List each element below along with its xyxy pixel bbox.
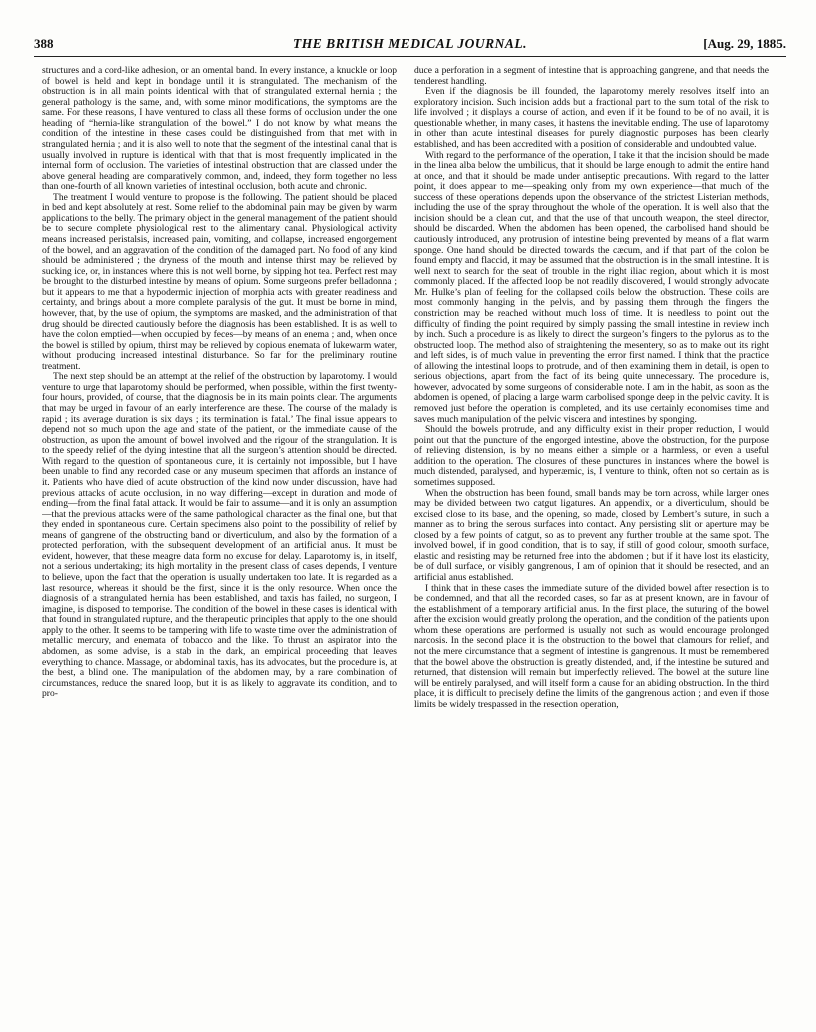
paragraph: structures and a cord-like adhesion, or an omental band. In every instance, a knuckle or loop of bowel is held and kept in bondage until it is strangulated. The mechanism of the obstruction is in all main points identical with that of strangulated external hernia ; the general pathology is the same, and, with some minor modifications, the symptoms are the same. For these reasons, I have ventured to class all these forms of occlusion under the one heading of “hernia-like strangulation of the bowel.” I do not know by what means the condition of the intestine in these cases could be distinguished from that met with in strangulated hernia ; and it is also well to note that the segment of the intestinal canal that is usually involved in rupture is identical with that that is most frequently implicated in the internal form of occlusion. The varieties of intestinal obstruction that are classed under the above general heading are comparatively common, and, indeed, they form together no less than one-fourth of all known varieties of intestinal occlusion, both acute and chronic.	[42, 66, 397, 193]
paragraph: I think that in these cases the immediate suture of the divided bowel after resection is to be condemned, and that all the recorded cases, so far as at present known, are in favour of the establishment of a temporary artificial anus. In the first place, the suturing of the bowel after the excision would greatly prolong the operation, and the condition of the patients upon whom these operations are performed is usually not such as would encourage prolonged narcosis. In the second place it is the obstruction to the bowel that clamours for relief, and not the mere circumstance that a segment of intestine is gangrenous. It must be remembered that the bowel above the obstruction is greatly distended, and, if the intestine be sutured and returned, that distension will remain but imperfectly relieved. The bowel at the suture line will be entirely paralysed, and will itself form a cause for an abiding obstruction. In the third place, it is difficult to precisely define the limits of the gangrenous action ; and even if those limits be widely trespassed in the resection operation,	[414, 582, 769, 710]
paragraph: Even if the diagnosis be ill founded, the laparotomy merely resolves itself into an exploratory incision. Such incision adds but a fractional part to the sum total of the risk to life involved ; it displays a course of action, and even if it be found to be of no avail, it is questionable whether, in many cases, it hastens the inevitable ending. The use of laparotomy in other than acute intestinal diseases for purely diagnostic purposes has been clearly established, and has been accredited with a position of considerable and undoubted value.	[414, 86, 769, 150]
issue-date: [Aug. 29, 1885.	[703, 36, 786, 51]
left-column	[42, 66, 397, 1018]
paragraph: The treatment I would venture to propose is the following. The patient should be placed in bed and kept absolutely at rest. Some relief to the abdominal pain may be given by warm applications to the belly. The primary object in the general management of the patient should be to secure complete physiological rest to the alimentary canal. Physiological activity means increased peristalsis, increased pain, vomiting, and collapse, increased engorgement of the bowel, and an aggravation of the condition of the damaged part. No food of any kind should be administered ; the dryness of the mouth and intense thirst may be relieved by sucking ice, or, in instances where this is not well borne, by sipping hot tea. Perfect rest may be brought to the disturbed intestine by means of opium. Some surgeons prefer belladonna ; but it appears to me that a hypodermic injection of morphia acts with greater readiness and certainty, and brings about a more complete paralysis of the gut. It must be borne in mind, however, that, by the use of opium, the symptoms are masked, and the administration of that drug should be directed cautiously before the diagnosis has been established. It is as well to have the colon emptied—when occupied by feces—by means of an enema ; and, when once the bowel is stilled by opium, thirst may be relieved by copious enemata of lukewarm water, without producing increased intestinal disturbance. So far for the preliminary routine treatment.	[42, 191, 397, 372]
paragraph: With regard to the performance of the operation, I take it that the incision should be made in the linea alba below the umbilicus, that it should be large enough to admit the entire hand at once, and that it should be made under antiseptic precautions. With regard to the latter point, it does appear to me—speaking only from my own experience—that much of the success of these operations depends upon the observance of the strictest Listerian methods, including the use of the spray throughout the whole of the operation. It is well also that the incision should be a clean cut, and that the use of that uncouth weapon, the steel director, should be discarded. When the abdomen has been opened, the carbolised hand should be cautiously introduced, any protrusion of intestine being prevented by means of a flat warm sponge. One hand should be directed towards the cæcum, and if that part of the colon be found empty and flaccid, it may be assumed that the obstruction is in the small intestine. It is well next to search for the seat of trouble in the right iliac region, about which it is most commonly placed. If the affected loop be not readily discovered, I would strongly advocate Mr. Hulke’s plan of feeling for the collapsed coils below the obstruction. These coils are most commonly hanging in the pelvis, and by passing them through the fingers the constriction may be reached without much loss of time. It is needless to point out the difficulty of finding the point required by simply passing the small intestine in review inch by inch. Such a procedure is as likely to direct the surgeon’s fingers to the pylorus as to the obstructed loop. The method also of straightening the mesentery, so as to make out its right and left sides, is of much value in preventing the error first named. I think that the practice of allowing the intestinal loops to protrude, and of then examining them in detail, is open to serious objections, apart from the fact of its being quite unnecessary. The procedure is, however, advocated by some surgeons of considerable note. I am in the habit, as soon as the abdomen is opened, of placing a large warm carbolised sponge deep in the pelvic cavity. It is removed just before the operation is completed, and its use certainly economises time and saves much manipulation of the pelvic viscera and intestines by sponging.	[414, 149, 769, 425]
paragraph: Should the bowels protrude, and any difficulty exist in their proper reduction, I would point out that the puncture of the engorged intestine, above the obstruction, for the purpose of relieving distension, is by no means either a simple or a harmless, or even a useful addition to the operation. The closures of these punctures in instances where the bowel is much distended, paralysed, and hyperæmic, is, I venture to think, often not so certain as is sometimes supposed.	[414, 424, 769, 488]
page-number: 388	[34, 36, 54, 51]
paragraph: The next step should be an attempt at the relief of the obstruction by laparotomy. I would venture to urge that laparotomy should be performed, when possible, within the first twenty-four hours, provided, of course, that the diagnosis be in its main points clear. The arguments that may be urged in favour of an early interference are these. The course of the malady is rapid ; its average duration is six days ; its termination is fatal.’ The final issue appears to depend not so much upon the age and state of the patient, or the immediate cause of the obstruction, as upon the amount of bowel involved and the rigour of the strangulation. It is to the speedy relief of the dying intestine that all the surgeon’s attention should be directed. With regard to the question of spontaneous cure, it is certainly not impossible, but I have been unable to find any recorded case or any museum specimen that affords an instance of it. Patients who have died of acute obstruction of the kind now under discussion, have had previous attacks of acute occlusion, in no way differing—except in duration and mode of ending—from the final fatal attack. It would be fair to assume—and it is only an assumption—that the previous attacks were of the same pathological character as the final one, but that they ended in spontaneous cure. Certain specimens also point to the possibility of relief by means of gangrene of the obstructing band or diverticulum, and also by the formation of a protected perforation, with the subsequent development of an artificial anus. It must be evident, however, that these meagre data form no excuse for delay. Laparotomy is, in itself, not a serious undertaking; its high mortality in the present class of cases depends, I venture to believe, upon the fact that the operation is usually undertaken too late. It is regarded as a last resource, whereas it should be the first, since it is the only resource. When once the diagnosis of a strangulated hernia has been established, and taxis has failed, no surgeon, I imagine, is disposed to temporise. The condition of the bowel in these cases is identical with that found in strangulated rupture, and the therapeutic principles that apply to the one should apply to the other. It seems to be tampering with life to waste time over the administration of metallic mercury, and enemata of tobacco and the like. To thrust an aspirator into the abdomen, as some advise, is a stab in the dark, an empirical proceeding that leaves everything to chance. Massage, or abdominal taxis, has its advocates, but the procedure is, at the best, a blind one. The manipulation of the abdomen may, by a rare combination of circumstances, reduce the snared loop, but it is as likely to aggravate its condition, and to pro-	[42, 371, 397, 700]
running-header	[34, 36, 786, 57]
paragraph: duce a perforation in a segment of intestine that is approaching gangrene, and that needs the tenderest handling.	[414, 66, 769, 87]
journal-title: THE BRITISH MEDICAL JOURNAL.	[292, 36, 528, 51]
paragraph: When the obstruction has been found, small bands may be torn across, while larger ones may be divided between two catgut ligatures. An appendix, or a diverticulum, should be excised close to its base, and the opening, so made, closed by Lembert’s suture, in such a manner as to bring the serous surfaces into contact. Any persisting slit or aperture may be closed by a few points of catgut, so as to prevent any further trouble at the same spot. The involved bowel, if in good condition, that is to say, if still of good colour, smooth surface, elastic and resisting may be returned free into the abdomen ; but if it have lost its elasticity, be of dull surface, or visibly gangrenous, I am of opinion that it should be resected, and an artificial anus established.	[414, 487, 769, 583]
right-column	[414, 66, 769, 1018]
